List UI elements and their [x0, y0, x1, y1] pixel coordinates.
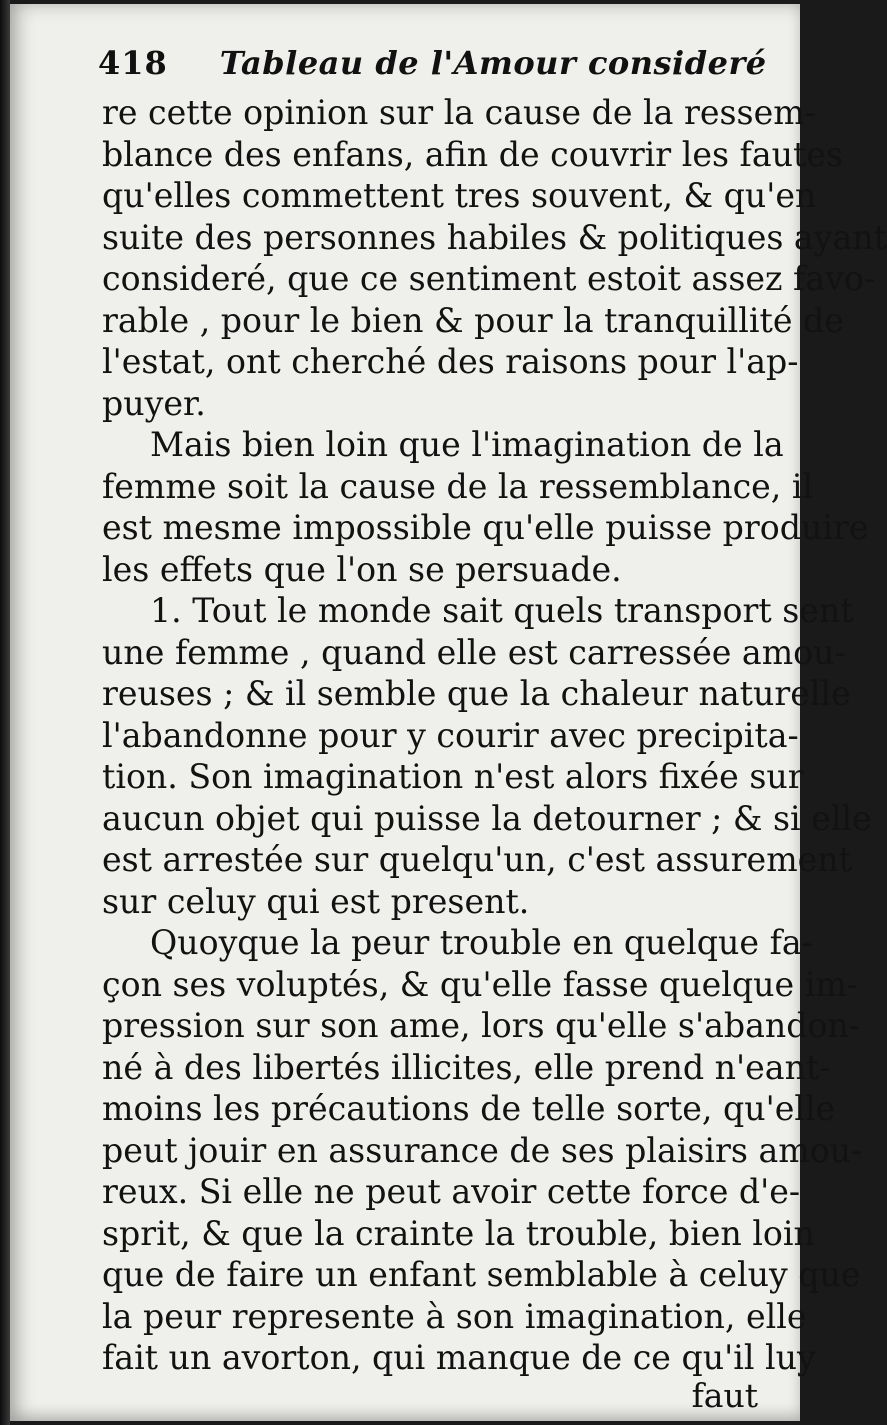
text-line: suite des personnes habiles & politiques ayant	[102, 217, 887, 257]
page-number: 418	[98, 44, 168, 82]
book-page	[10, 4, 887, 1421]
book-gutter-edge	[0, 0, 10, 1425]
paragraph-first-line: 1. Tout le monde sait quels transport sent	[150, 591, 854, 630]
text-line: tion. Son imagination n'est alors fixée sur	[102, 757, 804, 796]
text-line: aucun objet qui puisse la detourner ; & si elle	[102, 798, 872, 838]
text-line: l'estat, ont cherché des raisons pour l'ap-	[102, 342, 799, 381]
text-line: pression sur son ame, lors qu'elle s'abandon-	[102, 1006, 861, 1045]
text-line: femme soit la cause de la ressemblance, il	[102, 466, 814, 506]
text-line: blance des enfans, afin de couvrir les fautes	[102, 134, 843, 174]
text-line: rable , pour le bien & pour la tranquillité de	[102, 300, 844, 340]
text-line: sur celuy qui est present.	[102, 881, 530, 921]
text-line: une femme , quand elle est carressée amou-	[102, 632, 846, 672]
text-line: consideré, que ce sentiment estoit assez favo-	[102, 259, 876, 298]
text-line: puyer.	[102, 383, 206, 423]
body-text	[102, 92, 887, 1379]
text-line: sprit, & que la crainte la trouble, bien loin	[102, 1213, 815, 1253]
text-line: que de faire un enfant semblable à celuy que	[102, 1255, 861, 1294]
text-line: re cette opinion sur la cause de la ressem-	[102, 93, 816, 132]
page-header	[98, 44, 767, 88]
text-line: les effets que l'on se persuade.	[102, 549, 622, 589]
paragraph-first-line: Quoyque la peur trouble en quelque fa-	[150, 923, 813, 962]
text-line: qu'elles commettent tres souvent, & qu'en	[102, 176, 817, 215]
text-line: moins les précautions de telle sorte, qu'elle	[102, 1089, 836, 1128]
paragraph-first-line: Mais bien loin que l'imagination de la	[150, 425, 784, 464]
catchword: faut	[691, 1376, 758, 1415]
text-line: est arrestée sur quelqu'un, c'est assurement	[102, 840, 853, 879]
running-title: Tableau de l'Amour consideré	[219, 44, 767, 82]
text-line: reux. Si elle ne peut avoir cette force d'e-	[102, 1172, 801, 1211]
text-line: reuses ; & il semble que la chaleur naturelle	[102, 674, 851, 713]
text-line: l'abandonne pour y courir avec precipita-	[102, 715, 799, 755]
text-line: fait un avorton, qui manque de ce qu'il luy	[102, 1338, 816, 1377]
text-line: est mesme impossible qu'elle puisse produire	[102, 508, 869, 547]
text-line: peut jouir en assurance de ses plaisirs amou-	[102, 1130, 863, 1170]
text-line: la peur represente à son imagination, elle	[102, 1296, 807, 1336]
text-line: çon ses voluptés, & qu'elle fasse quelque im-	[102, 964, 859, 1004]
text-line: né à des libertés illicites, elle prend n'eant-	[102, 1047, 831, 1087]
